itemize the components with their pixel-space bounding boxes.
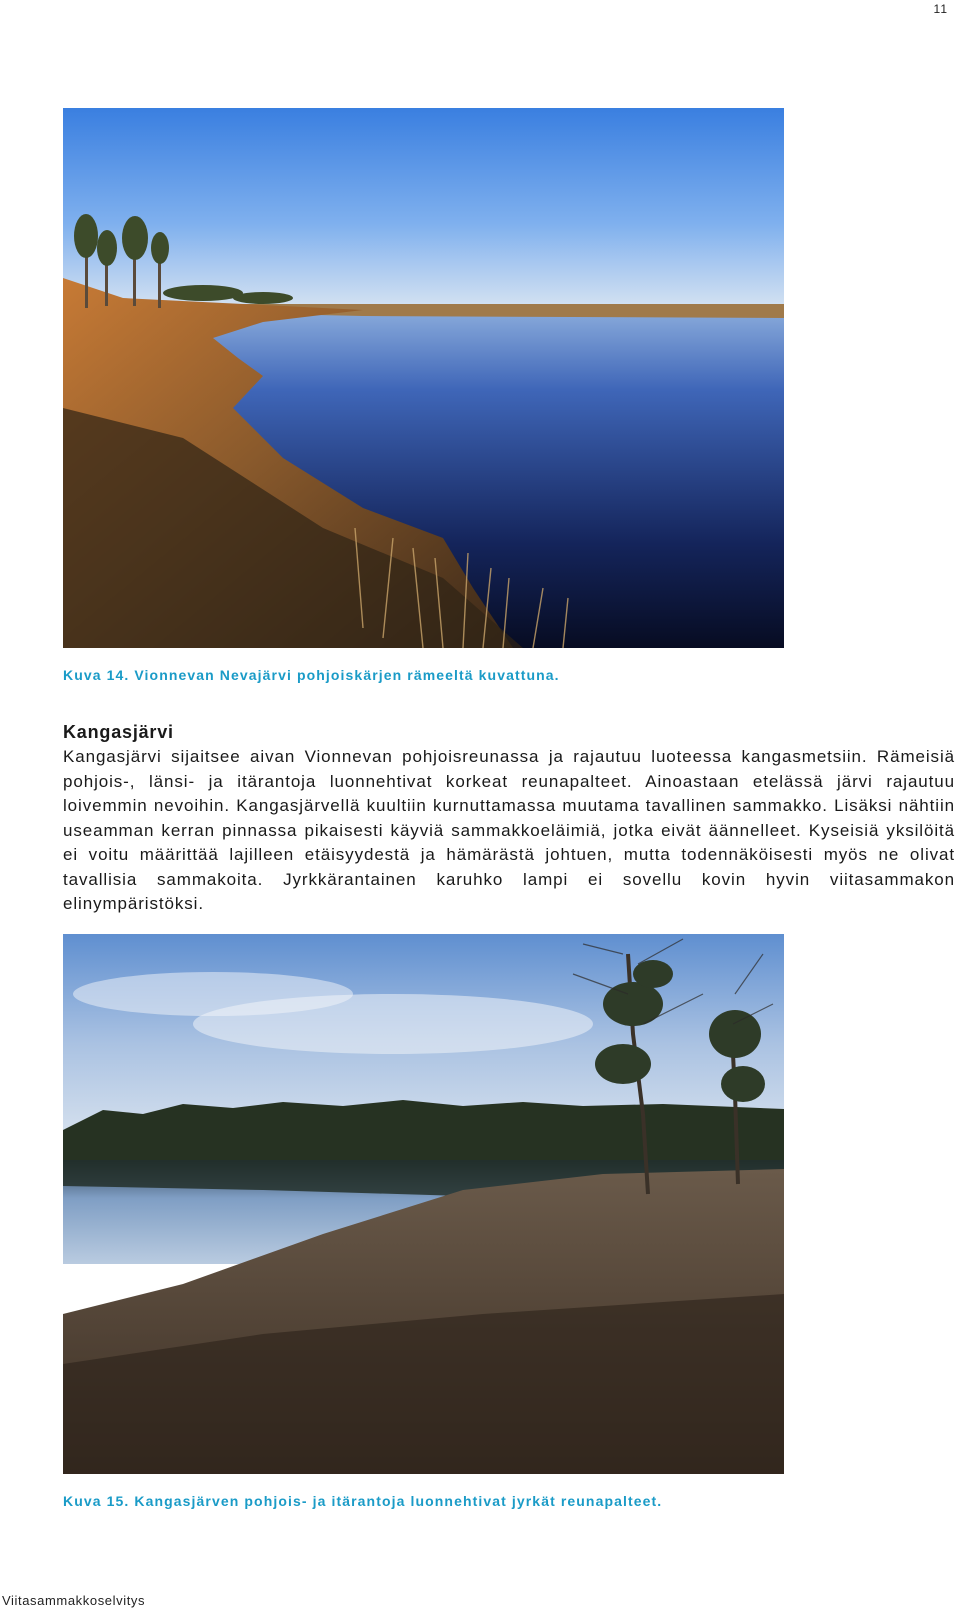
lake-photo-kangasjarvi	[63, 934, 784, 1474]
lake-photo-nevajarvi	[63, 108, 784, 648]
section-body-text: Kangasjärvi sijaitsee aivan Vionnevan pohjoisreunassa ja rajautuu luoteessa kangasmetsiin. Rämeisiä pohjois-, länsi- ja itärantoja luonnehtivat korkeat reunapalteet. Ainoastaan etelässä järvi rajautuu loivemmin nevoihin. Kangasjärvellä kuultiin kurnuttamassa muutama tavallinen sammakko. Lisäksi nähtiin useamman kerran pinnassa pikaisesti käyviä sammakkoeläimiä, jotka eivät äännelleet. Kyseisiä yksilöitä ei voitu määrittää lajilleen etäisyydestä ja hämärästä johtuen, mutta todennäköisesti myös ne olivat tavallisia sammakoita. Jyrkkärantainen karuhko lampi ei sovellu kovin hyvin viitasammakon elinympäristöksi.	[63, 747, 955, 913]
figure-caption: Kuva 14. Vionnevan Nevajärvi pohjoiskärjen rämeeltä kuvattuna.	[63, 667, 560, 683]
page-footer: Viitasammakkoselvitys	[2, 1593, 146, 1608]
section-heading: Kangasjärvi	[63, 722, 174, 742]
figure-caption: Kuva 15. Kangasjärven pohjois- ja itärantoja luonnehtivat jyrkät reunapalteet.	[63, 1493, 663, 1509]
page-number: 11	[933, 2, 948, 16]
